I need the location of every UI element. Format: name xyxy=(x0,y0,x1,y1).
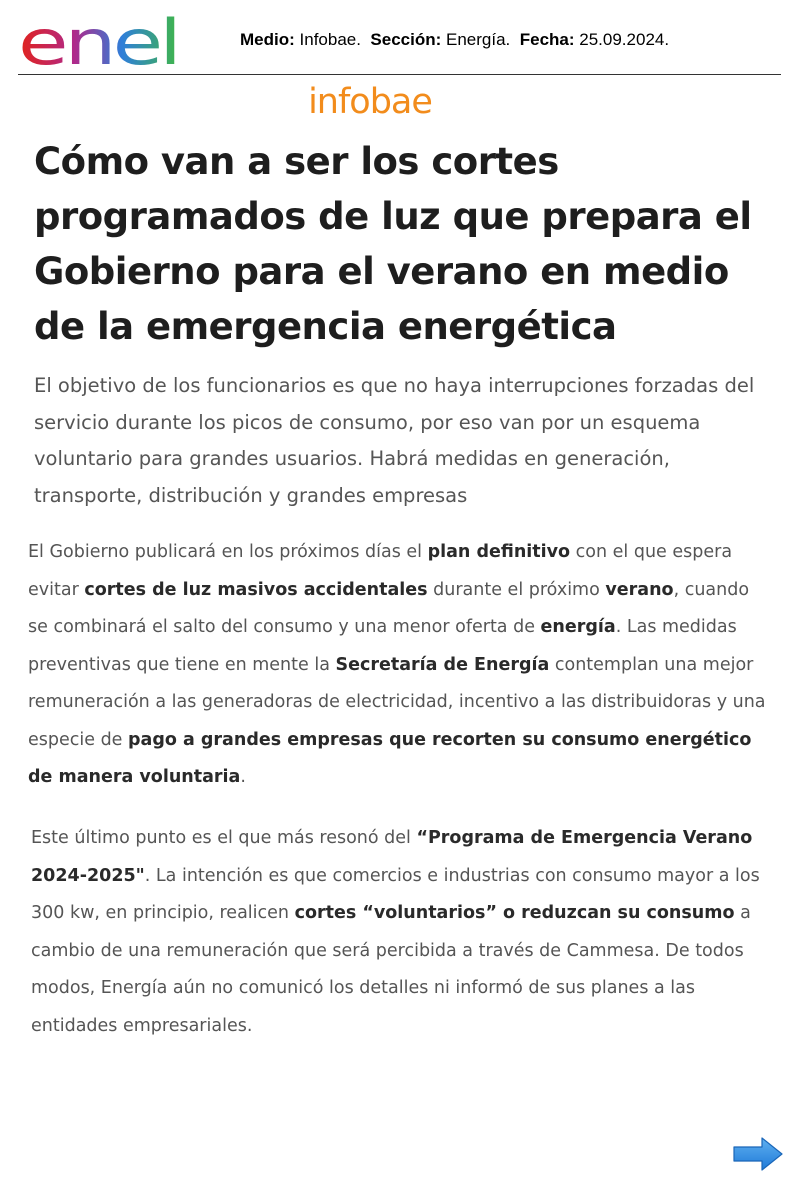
bold-run: Secretaría de Energía xyxy=(335,654,550,675)
fecha-value: 25.09.2024. xyxy=(579,30,670,49)
right-arrow-icon[interactable] xyxy=(732,1136,784,1172)
text-run: . La intención es que comercios e industrias con consumo mayor a los 300 kw, en principio, realicen xyxy=(31,865,760,923)
bold-run: pago a grandes empresas que recorten su consumo energético de manera voluntaria xyxy=(28,729,752,787)
clipping-header xyxy=(18,8,780,74)
text-run: contemplan una mejor remuneración a las generadoras de electricidad, incentivo a las distribuidoras y una especie de xyxy=(28,654,766,750)
article-paragraph-2 xyxy=(31,820,771,1045)
fecha-label: Fecha: xyxy=(519,30,575,49)
text-run: . Las medidas preventivas que tiene en mente la xyxy=(28,617,737,675)
bold-run: cortes “voluntarios” o reduzcan su consumo xyxy=(294,903,735,923)
article-subhead: El objetivo de los funcionarios es que no haya interrupciones forzadas del servicio durante los picos de consumo, por eso van por un esquema voluntario para grandes usuarios. Habrá medidas en generación, transporte, distribución y grandes empresas xyxy=(34,374,755,507)
text-run: . xyxy=(240,767,246,787)
medio-label: Medio: xyxy=(240,30,295,49)
enel-logo xyxy=(18,8,178,70)
bold-run: cortes de luz masivos accidentales xyxy=(84,579,428,600)
header-divider xyxy=(18,74,781,75)
bold-run: verano xyxy=(605,579,674,600)
bold-run: plan definitivo xyxy=(427,542,571,562)
seccion-label: Sección: xyxy=(370,30,442,49)
seccion-value: Energía. xyxy=(446,30,511,49)
text-run: durante el próximo xyxy=(427,579,606,600)
clipping-meta xyxy=(240,30,669,50)
article-paragraph-1 xyxy=(28,534,768,797)
medio-value: Infobae. xyxy=(299,30,361,49)
text-run: a cambio de una remuneración que será percibida a través de Cammesa. De todos modos, Energía aún no comunicó los detalles ni informó de sus planes a las entidades empresariales. xyxy=(31,903,751,1036)
text-run: con el que espera evitar xyxy=(28,542,733,600)
text-run: El Gobierno publicará en los próximos días el xyxy=(28,542,428,562)
article-headline: Cómo van a ser los cortes programados de luz que prepara el Gobierno para el verano en medio de la emergencia energética xyxy=(34,140,752,348)
source-logo: infobae xyxy=(308,82,432,122)
bold-run: “Programa de Emergencia Verano 2024-2025" xyxy=(31,828,753,886)
text-run: Este último punto es el que más resonó del xyxy=(31,828,417,848)
svg-text:enel: enel xyxy=(18,8,178,70)
text-run: , cuando se combinará el salto del consumo y una menor oferta de xyxy=(28,579,750,637)
bold-run: energía xyxy=(540,617,616,637)
